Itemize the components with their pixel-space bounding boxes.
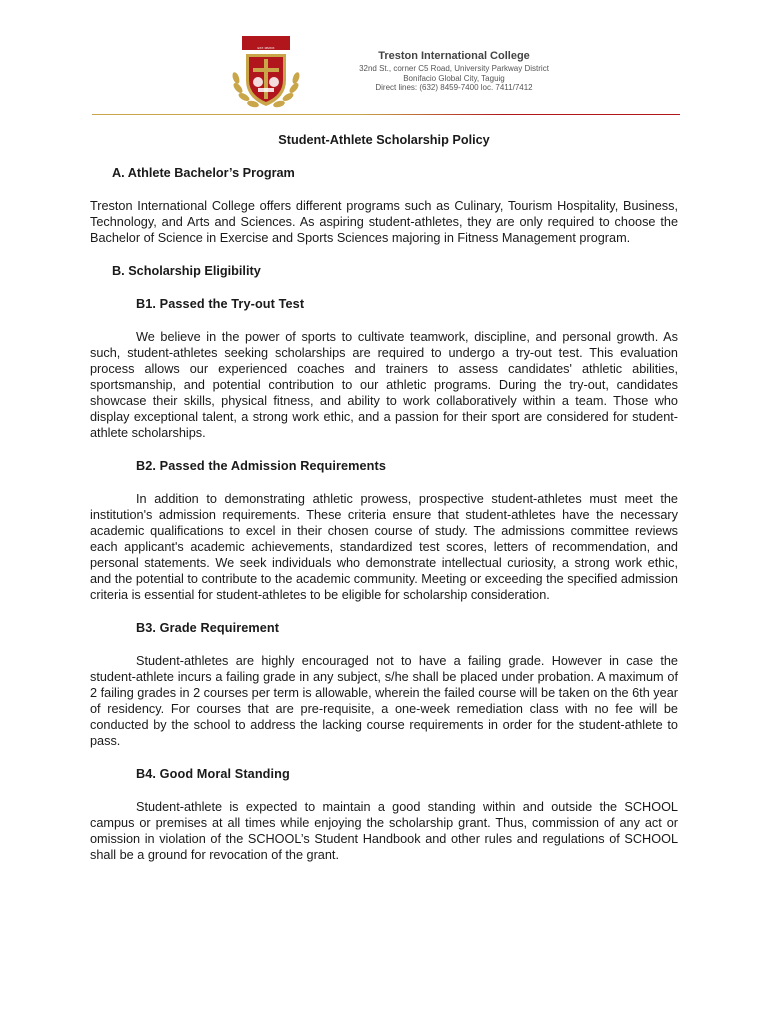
address-line-2: Bonifacio Global City, Taguig [403, 73, 505, 83]
college-crest-logo [228, 32, 304, 112]
b2-heading: B2. Passed the Admission Requirements [136, 459, 387, 473]
school-name: Treston International College [378, 50, 530, 62]
b3-paragraph: Student-athletes are highly encouraged not to have a failing grade. However in case the student-athlete incurs a failing grade in any subject, s/he shall be placed under probation. A maximum of 2 failing grades in 2 courses per term is allowable, wherein the failed course will be taken on the 6th year of residency. For courses that are pre-requisite, a one-week remediation class with no fee will be conducted by the school to address the lacking course requirements in order for the student-athlete to pass. [90, 654, 678, 748]
header-divider [92, 114, 680, 115]
logo-wordmark: TRESTON [244, 37, 288, 47]
section-b-heading: B. Scholarship Eligibility [112, 264, 261, 278]
section-a-paragraph: Treston International College offers different programs such as Culinary, Tourism Hospitality, Business, Technology, and Arts and Sciences. As aspiring student-athletes, they are only required to choose the Bachelor of Science in Exercise and Sports Sciences majoring in Fitness Management program. [90, 199, 678, 245]
document-title: Student-Athlete Scholarship Policy [278, 133, 490, 147]
b3-heading: B3. Grade Requirement [136, 621, 280, 635]
b4-paragraph: Student-athlete is expected to maintain a good standing within and outside the SCHOOL campus or premises at all times while enjoying the scholarship grant. Thus, commission of any act or omission in violation of the SCHOOL’s Student Handbook and other rules and regulations of SCHOOL shall be a ground for revocation of the grant. [90, 800, 678, 862]
letterhead-contact [324, 50, 584, 93]
section-a-heading: A. Athlete Bachelor’s Program [112, 166, 295, 180]
address-line-1: 32nd St., corner C5 Road, University Parkway District [359, 64, 549, 73]
b4-heading: B4. Good Moral Standing [136, 767, 290, 781]
b1-paragraph: We believe in the power of sports to cultivate teamwork, discipline, and personal growth. As such, student-athletes seeking scholarships are required to undergo a try-out test. This evaluation process allows our experienced coaches and trainers to assess candidates' athletic abilities, sportsmanship, and potential contribution to our athletic programs. During the try-out, candidates showcase their skills, physical fitness, and ability to work collaboratively within a team. Those who display exceptional talent, a strong work ethic, and a passion for their sport are considered for student-athlete scholarships. [90, 330, 678, 440]
logo-subtext: EST. MMXIX [257, 46, 275, 50]
b2-paragraph: In addition to demonstrating athletic prowess, prospective student-athletes must meet the institution's admission requirements. These criteria ensure that student-athletes have the necessary academic qualifications to excel in their chosen course of study. The admissions committee reviews each applicant's academic achievements, standardized test scores, letters of recommendation, and personal statements. We seek individuals who demonstrate intellectual curiosity, a strong work ethic, and the potential to contribute to the academic community. Meeting or exceeding the specified admission criteria is essential for student-athletes to be eligible for scholarship consideration. [90, 492, 678, 602]
phone-line: Direct lines: (632) 8459-7400 loc. 7411/7412 [375, 83, 533, 93]
policy-content [90, 132, 678, 880]
b1-heading: B1. Passed the Try-out Test [136, 297, 305, 311]
